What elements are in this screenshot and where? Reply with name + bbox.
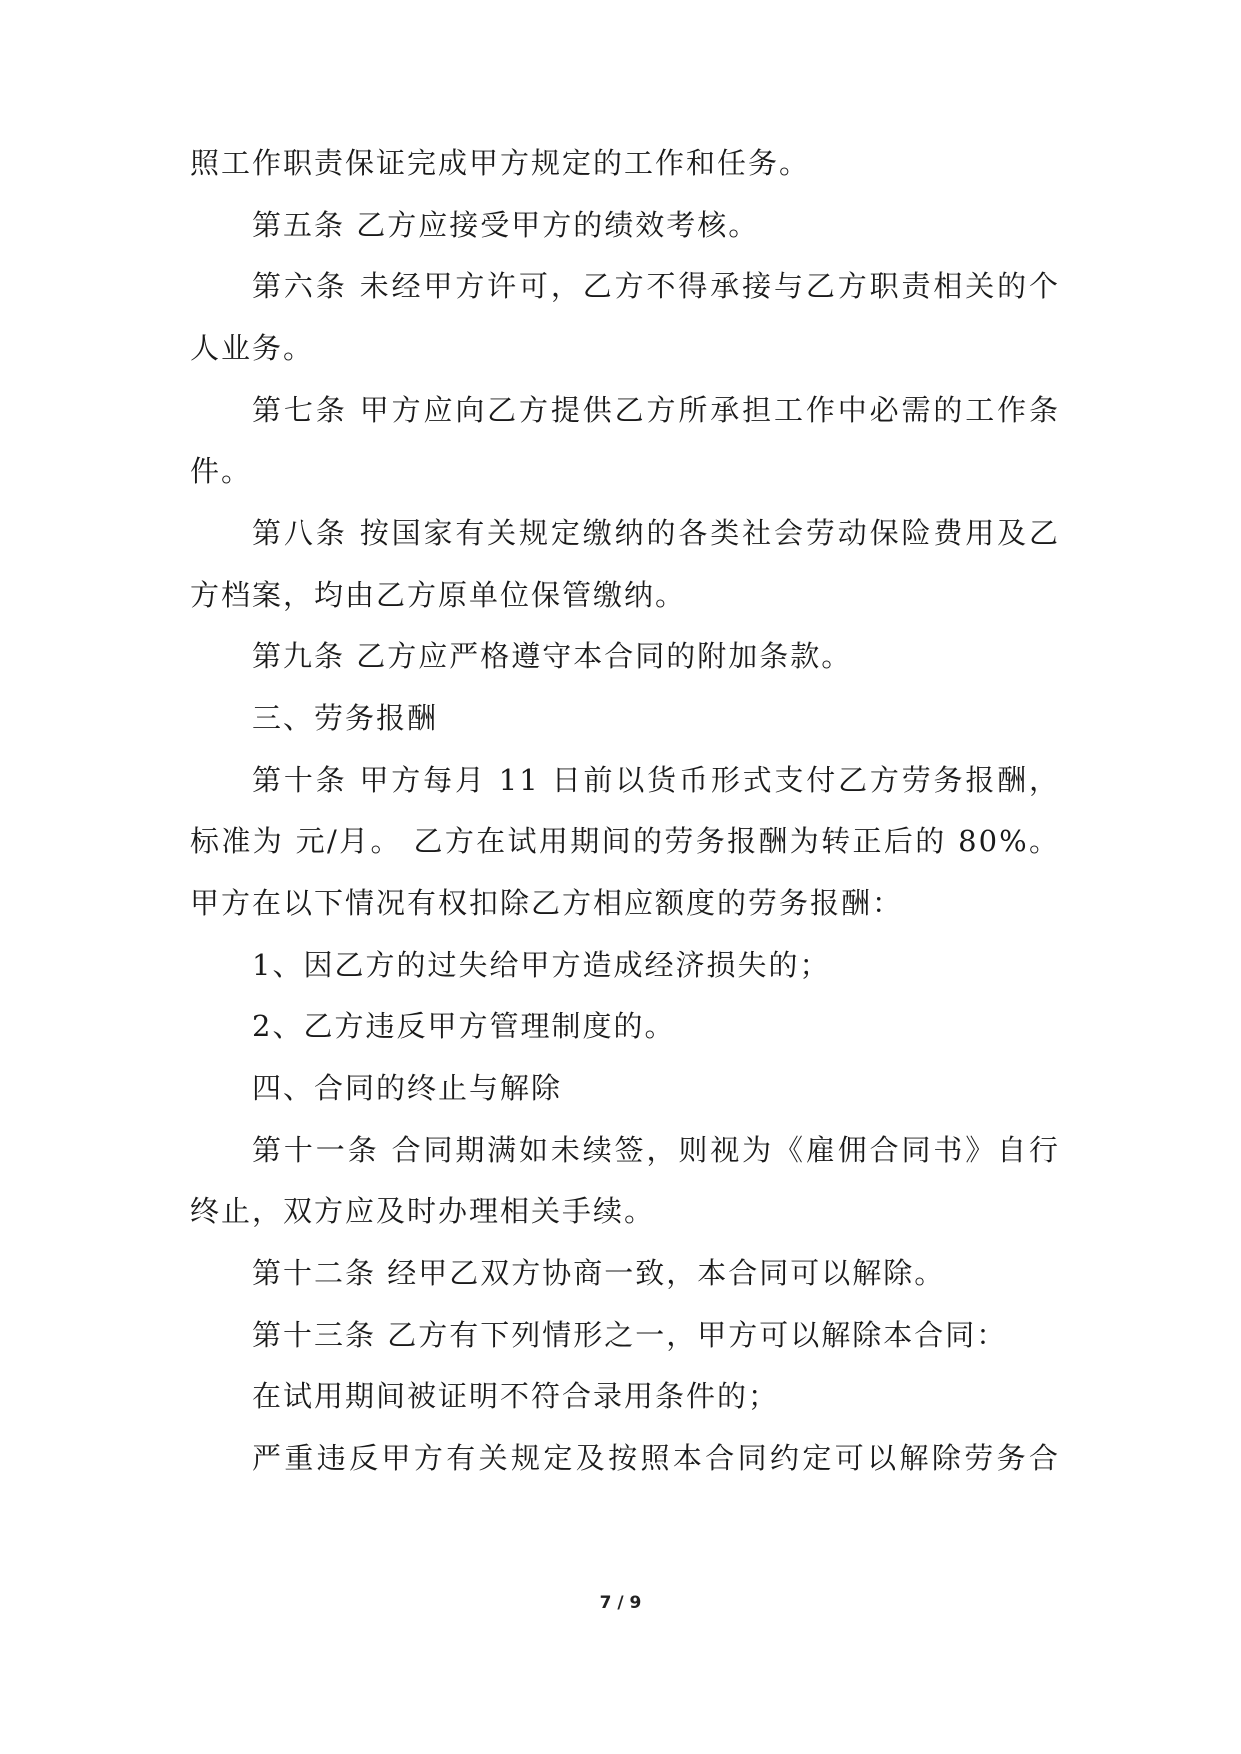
text-line: 2、乙方违反甲方管理制度的。 [252,1009,676,1043]
text-line: 第十一条 合同期满如未续签，则视为《雇佣合同书》自行 [252,1133,1060,1167]
text-line: 方档案，均由乙方原单位保管缴纳。 [190,578,687,612]
text-line: 甲方在以下情况有权扣除乙方相应额度的劳务报酬： [190,886,904,920]
text-line: 1、因乙方的过失给甲方造成经济损失的； [252,948,831,982]
text-line: 在试用期间被证明不符合录用条件的； [252,1379,780,1413]
text-line: 终止，双方应及时办理相关手续。 [190,1194,656,1228]
section-heading: 四、合同的终止与解除 [252,1071,563,1105]
text-line: 第十条 甲方每月 11 日前以货币形式支付乙方劳务报酬， [252,763,1060,797]
text-line: 标准为 元/月。 乙方在试用期间的劳务报酬为转正后的 80%。 [190,824,1060,858]
page-number: 7 / 9 [599,1593,642,1613]
text-line: 第十二条 经甲乙双方协商一致，本合同可以解除。 [252,1256,946,1290]
text-line: 第五条 乙方应接受甲方的绩效考核。 [252,208,760,242]
text-line: 人业务。 [190,331,315,365]
text-line: 第九条 乙方应严格遵守本合同的附加条款。 [252,639,853,673]
text-line: 第六条 未经甲方许可，乙方不得承接与乙方职责相关的个 [252,269,1060,303]
text-line: 第八条 按国家有关规定缴纳的各类社会劳动保险费用及乙 [252,516,1060,550]
text-line: 第七条 甲方应向乙方提供乙方所承担工作中必需的工作条 [252,393,1060,427]
section-heading: 三、劳务报酬 [252,701,439,735]
text-line: 第十三条 乙方有下列情形之一，甲方可以解除本合同： [252,1318,1008,1352]
text-line: 件。 [190,454,253,488]
text-line: 照工作职责保证完成甲方规定的工作和任务。 [190,146,811,180]
text-line: 严重违反甲方有关规定及按照本合同约定可以解除劳务合 [252,1441,1060,1475]
